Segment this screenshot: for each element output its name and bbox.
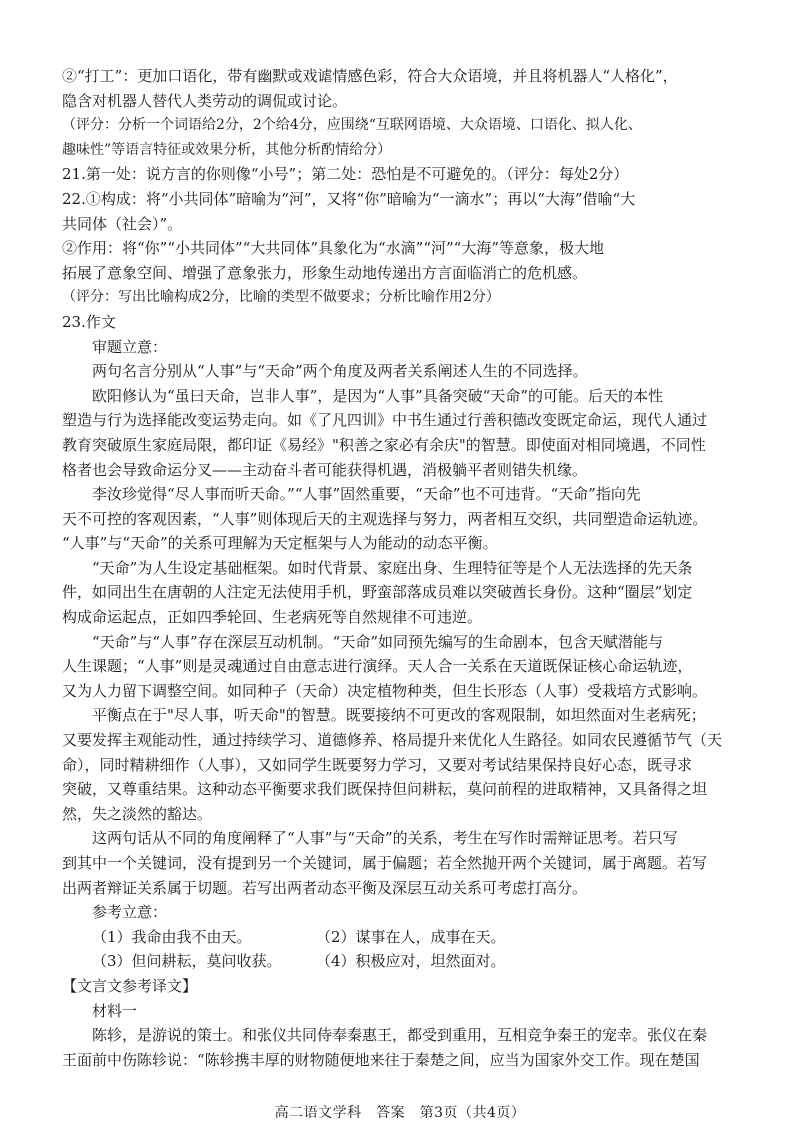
text-line: 天不可控的客观因素，“人事”则体现后天的主观选择与努力，两者相互交织，共同塑造命运轨迹。 [62,509,708,528]
text-line: 格者也会导致命运分叉——主动奋斗者可能获得机遇，消极躺平者则错失机缘。 [62,460,588,479]
text-line: “天命”与“人事”存在深层互动机制。“天命”如同预先编写的生命剧本，包含天赋潜能与 [92,632,664,651]
reference-item: （1）我命由我不由天。 [92,927,252,946]
text-line: 又为人力留下调整空间。如同种子（天命）决定植物种类，但生长形态（人事）受栽培方式影响。 [62,681,708,700]
text-line: 出两者辩证关系属于切题。若写出两者动态平衡及深层互动关系可考虑打高分。 [62,878,588,897]
text-line: 平衡点在于"尽人事，听天命"的智慧。既要接纳不可更改的客观限制，如坦然面对生老病死； [92,706,706,725]
text-line: 欧阳修认为“虽曰天命，岂非人事”，是因为“人事”具备突破“天命”的可能。后天的本性 [92,386,664,405]
text-line: 塑造与行为选择能改变运势走向。如《了凡四训》中书生通过行善积德改变既定命运，现代人通过 [62,411,708,430]
section-label: 审题立意： [92,337,168,356]
text-line: 又要发挥主观能动性，通过持续学习、道德修养、格局提升来优化人生路径。如同农民遵循节气（天 [62,731,723,750]
answer-22: 22.①构成：将“小共同体”暗喻为“河”，又将“你”暗喻为“一滴水”；再以“大海”借喻“大 [62,189,636,208]
section-label: 参考立意： [92,903,168,922]
answer-21: 21.第一处：说方言的你则像“小号”；第二处：恐怕是不可避免的。（评分：每处2分） [62,165,629,184]
text-line: ②“打工”：更加口语化，带有幽默或戏谑情感色彩，符合大众语境，并且将机器人“人格化”， [62,67,678,85]
text-line: 隐含对机器人替代人类劳动的调侃或讨论。 [62,91,348,110]
scoring-note: （评分：分析一个词语给2分，2个给4分，应围绕“互联网语境、大众语境、口语化、拟人化、 [62,117,642,134]
text-line: 两句名言分别从“人事”与“天命”两个角度及两者关系阐述人生的不同选择。 [92,362,588,381]
page-content [62,64,752,1072]
section-heading: 【文言文参考译文】 [62,976,198,995]
text-line: “天命”为人生设定基础框架。如时代背景、家庭出身、生理特征等是个人无法选择的先天条 [92,558,693,577]
text-line: 构成命运起点，正如四季轮回、生老病死等自然规律不可违逆。 [62,608,483,627]
text-line: 这两句话从不同的角度阐释了“人事”与“天命”的关系，考生在写作时需辩证思考。若只写 [92,829,678,848]
text-line: 陈轸，是游说的策士。和张仪共同侍奉秦惠王，都受到重用，互相竞争秦王的宠幸。张仪在秦 [92,1026,708,1045]
text-line: 突破，又尊重结果。这种动态平衡要求我们既保持但问耕耘，莫问前程的进取精神，又具备得之坦 [62,780,708,799]
section-label: 材料一 [92,1001,138,1020]
text-line: 拓展了意象空间、增强了意象张力，形象生动地传递出方言面临消亡的危机感。 [62,263,588,282]
text-line: ②作用：将“你”“小共同体”“大共同体”具象化为“水滴”“河”“大海”等意象，极大地 [62,239,605,258]
scoring-note: 趣味性”等语言特征或效果分析，其他分析酌情给分） [62,141,392,158]
text-line: 然，失之淡然的豁达。 [62,804,213,823]
scoring-note: （评分：写出比喻构成2分，比喻的类型不做要求；分析比喻作用2分） [62,289,500,306]
page-footer: 高二语文学科 答案 第3页（共4页） [274,1105,526,1121]
reference-row [62,949,752,974]
text-line: 教育突破原生家庭局限，都印证《易经》"积善之家必有余庆"的智慧。即使面对相同境遇，不同性 [62,435,706,454]
text-line: 共同体（社会）”。 [62,214,183,233]
text-line: 到其中一个关键词，没有提到另一个关键词，属于偏题；若全然抛开两个关键词，属于离题。若写 [62,854,708,872]
text-line: 人生课题；“人事”则是灵魂通过自由意志进行演绎。天人合一关系在天道既保证核心命运轨迹， [62,657,693,676]
reference-row [62,925,752,950]
answer-23-heading: 23.作文 [62,312,116,331]
text-line: “人事”与“天命”的关系可理解为天定框架与人为能动的动态平衡。 [62,534,498,553]
text-line: 件，如同出生在唐朝的人注定无法使用手机，野蛮部落成员难以突破酋长身份。这种“圈层”划定 [62,583,693,602]
text-line: 命），同时精耕细作（人事），又如同学生既要努力学习，又要对考试结果保持良好心态，既寻求 [62,755,693,774]
text-line: 李汝珍觉得“尽人事而听天命。”“人事”固然重要，“天命”也不可违背。“天命”指向先 [92,485,641,504]
reference-item: （3）但问耕耘，莫问收获。 [92,952,282,971]
text-line: 王面前中伤陈轸说：“陈轸携丰厚的财物随便地来往于秦楚之间，应当为国家外交工作。现在楚国 [62,1050,700,1069]
reference-item: （2）谋事在人，成事在天。 [316,927,506,946]
reference-item: （4）积极应对，坦然面对。 [316,952,506,971]
